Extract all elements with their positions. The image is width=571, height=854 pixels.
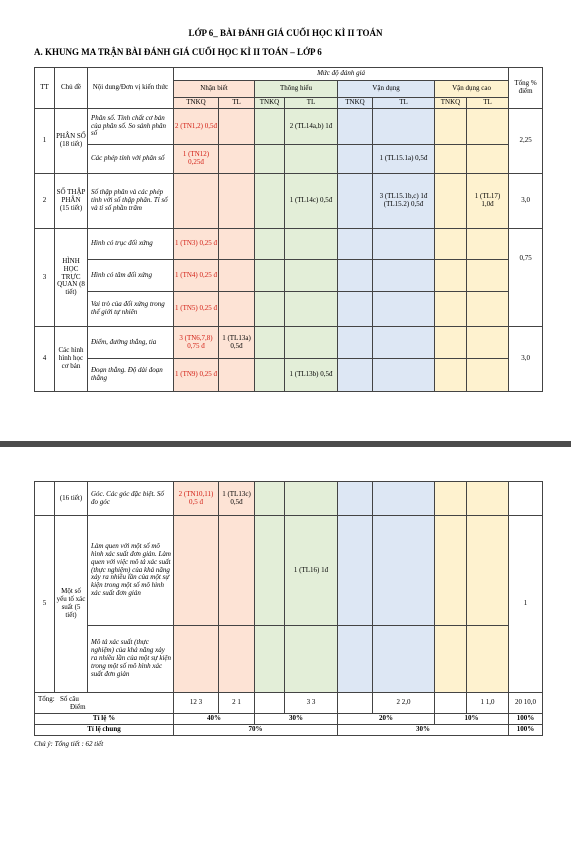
header-tnkq: TNKQ bbox=[338, 98, 373, 109]
section-heading: A. KHUNG MA TRẬN BÀI ĐÁNH GIÁ CUỐI HỌC KÌ II TOÁN – LỚP 6 bbox=[34, 47, 322, 57]
table-row bbox=[35, 109, 543, 145]
cell-nb-tnkq: 2 (TN1,2) 0,5đ bbox=[174, 109, 219, 145]
header-nhan-biet: Nhận biết bbox=[174, 81, 255, 98]
cell-nb-tnkq: 1 (TN9) 0,25 đ bbox=[174, 359, 219, 392]
label-so-cau: Số câu bbox=[59, 694, 79, 703]
header-tnkq: TNKQ bbox=[174, 98, 219, 109]
ti-le-vdc: 10% bbox=[435, 714, 509, 725]
header-thong-hieu: Thông hiểu bbox=[255, 81, 338, 98]
content-cell: Số thập phân và các phép tính với số thập phân. Tỉ số và tỉ số phần trăm bbox=[88, 174, 174, 229]
header-van-dung: Vận dụng bbox=[338, 81, 435, 98]
cell-nb-tl: 1 (TL13a) 0,5đ bbox=[219, 327, 255, 359]
header-tnkq: TNKQ bbox=[435, 98, 467, 109]
total-nb-tnkq: 12 3 bbox=[174, 693, 219, 714]
cell-nb-tnkq: 3 (TN6,7,8) 0,75 đ bbox=[174, 327, 219, 359]
row-tt: 4 bbox=[35, 327, 55, 392]
total-vdc-tl: 1 1,0 bbox=[467, 693, 509, 714]
ti-le-chung-b: 30% bbox=[338, 725, 509, 736]
table-row bbox=[35, 229, 543, 260]
row-total: 3,0 bbox=[509, 327, 543, 392]
cell-nb-tnkq: 1 (TN3) 0,25 đ bbox=[174, 229, 219, 260]
cell-th-tl: 1 (TL16) 1đ bbox=[285, 516, 338, 626]
total-all: 20 10,0 bbox=[509, 693, 543, 714]
table-row bbox=[35, 327, 543, 359]
content-cell: Vai trò của đối xứng trong thế giới tự nhiên bbox=[88, 292, 174, 327]
cell-nb-tl: 1 (TL13c) 0,5đ bbox=[219, 482, 255, 516]
label-ti-le: Tỉ lệ % bbox=[35, 714, 174, 725]
cell-vdc-tl: 1 (TL17) 1,0đ bbox=[467, 174, 509, 229]
row-total: 3,0 bbox=[509, 174, 543, 229]
content-cell: Điểm, đường thẳng, tia bbox=[88, 327, 174, 359]
content-cell: Hình có tâm đối xứng bbox=[88, 260, 174, 292]
ti-le-chung-total: 100% bbox=[509, 725, 543, 736]
header-van-dung-cao: Vận dụng cao bbox=[435, 81, 509, 98]
ti-le-row bbox=[35, 714, 543, 725]
cell-nb-tnkq: 1 (TN12) 0,25đ bbox=[174, 145, 219, 174]
cell-th-tl: 1 (TL14c) 0,5đ bbox=[285, 174, 338, 229]
cell-nb-tnkq: 1 (TN5) 0,25 đ bbox=[174, 292, 219, 327]
header-chu-de: Chủ đề bbox=[55, 68, 88, 109]
label-diem: Điểm bbox=[70, 703, 86, 711]
footnote: Chú ý: Tổng tiết : 62 tiết bbox=[34, 740, 104, 748]
totals-row bbox=[35, 693, 543, 714]
content-cell: Phân số. Tính chất cơ bản của phân số. So sánh phân số bbox=[88, 109, 174, 145]
header-noi-dung: Nội dung/Đơn vị kiến thức bbox=[88, 68, 174, 109]
total-vd-tl: 2 2,0 bbox=[373, 693, 435, 714]
cell-vd-tl: 1 (TL15.1a) 0,5đ bbox=[373, 145, 435, 174]
table-row bbox=[35, 359, 543, 392]
ti-le-nb: 40% bbox=[174, 714, 255, 725]
content-cell: Mô tả xác suất (thực nghiệm) của khả năng xảy ra nhiều lần của một sự kiện trong một số mô hình xác suất đơn giản bbox=[88, 626, 174, 693]
header-tl: TL bbox=[373, 98, 435, 109]
row-total: 1 bbox=[509, 516, 543, 693]
table-row bbox=[35, 516, 543, 626]
row-tt: 5 bbox=[35, 516, 55, 693]
header-muc-do: Mức độ đánh giá bbox=[174, 68, 509, 81]
row-chu-de: PHÂN SỐ (18 tiết) bbox=[55, 109, 88, 174]
ti-le-vd: 20% bbox=[338, 714, 435, 725]
header-tl: TL bbox=[219, 98, 255, 109]
row-total: 2,25 bbox=[509, 109, 543, 174]
row-chu-de: HÌNH HỌC TRỰC QUAN (8 tiết) bbox=[55, 229, 88, 327]
page-separator bbox=[0, 441, 571, 447]
content-cell: Hình có trục đối xứng bbox=[88, 229, 174, 260]
header-tl: TL bbox=[467, 98, 509, 109]
table-row bbox=[35, 174, 543, 229]
table-row bbox=[35, 260, 543, 292]
header-tong: Tổng % điểm bbox=[509, 68, 543, 109]
row-tt: 2 bbox=[35, 174, 55, 229]
table-row bbox=[35, 626, 543, 693]
row-chu-de: (16 tiết) bbox=[55, 482, 88, 516]
cell-vd-tl: 3 (TL15.1b,c) 1đ (TL15.2) 0,5đ bbox=[373, 174, 435, 229]
table-row bbox=[35, 482, 543, 516]
row-tt: 1 bbox=[35, 109, 55, 174]
table-row bbox=[35, 145, 543, 174]
cell-nb-tnkq: 1 (TN4) 0,25 đ bbox=[174, 260, 219, 292]
ti-le-chung-row bbox=[35, 725, 543, 736]
row-chu-de: Các hình hình học cơ bản bbox=[55, 327, 88, 392]
cell-nb-tnkq: 2 (TN10,11) 0,5 đ bbox=[174, 482, 219, 516]
cell-th-tl: 2 (TL14a,b) 1đ bbox=[285, 109, 338, 145]
matrix-table-page1 bbox=[34, 67, 543, 392]
total-th-tl: 3 3 bbox=[285, 693, 338, 714]
ti-le-th: 30% bbox=[255, 714, 338, 725]
ti-le-chung-a: 70% bbox=[174, 725, 338, 736]
header-tl: TL bbox=[285, 98, 338, 109]
content-cell: Làm quen với một số mô hình xác suất đơn giản. Làm quen với việc mô tả xác suất (thực nghiệm) của khả năng xảy ra nhiều lần của một sự kiện trong một số mô hình xác suất đơn giản bbox=[88, 516, 174, 626]
label-ti-le-chung: Tỉ lệ chung bbox=[35, 725, 174, 736]
matrix-table-page2 bbox=[34, 481, 543, 736]
cell-th-tl: 1 (TL13b) 0,5đ bbox=[285, 359, 338, 392]
row-total: 0,75 bbox=[509, 229, 543, 327]
header-tnkq: TNKQ bbox=[255, 98, 285, 109]
row-tt: 3 bbox=[35, 229, 55, 327]
label-tong: Tổng: bbox=[38, 694, 55, 703]
content-cell: Các phép tính với phân số bbox=[88, 145, 174, 174]
row-chu-de: Một số yếu tố xác suất (5 tiết) bbox=[55, 516, 88, 693]
page-title: LỚP 6_ BÀI ĐÁNH GIÁ CUỐI HỌC KÌ II TOÁN bbox=[188, 28, 383, 38]
row-chu-de: SỐ THẬP PHÂN (15 tiết) bbox=[55, 174, 88, 229]
ti-le-total: 100% bbox=[509, 714, 543, 725]
header-tt: TT bbox=[35, 68, 55, 109]
content-cell: Đoạn thẳng. Độ dài đoạn thẳng bbox=[88, 359, 174, 392]
total-nb-tl: 2 1 bbox=[219, 693, 255, 714]
content-cell: Góc. Các góc đặc biệt. Số đo góc bbox=[88, 482, 174, 516]
table-row bbox=[35, 292, 543, 327]
